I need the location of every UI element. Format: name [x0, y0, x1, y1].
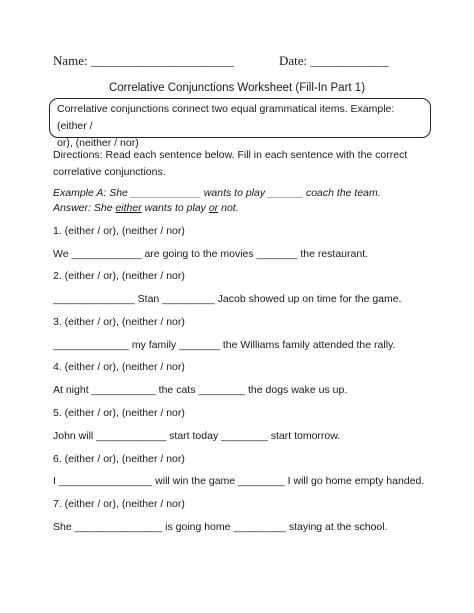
item-2-choices: 2. (either / or), (neither / nor) [53, 270, 185, 282]
answer-prefix: Answer: She [53, 202, 116, 214]
item-4-sentence: At night ___________ the cats ________ the dogs wake us up. [53, 384, 348, 396]
item-7-sentence: She _______________ is going home _________ staying at the school. [53, 521, 388, 533]
example-answer [53, 201, 381, 216]
directions-line-1: Directions: Read each sentence below. Fill in each sentence with the correct [53, 149, 408, 161]
item-1-sentence: We ____________ are going to the movies _______ the restaurant. [53, 248, 369, 260]
item-5-sentence: John will ____________ start today ________ start tomorrow. [53, 430, 341, 442]
example-sentence: Example A: She ____________ wants to play ______ coach the team. [53, 187, 381, 199]
name-field: Name: ______________________ [53, 53, 234, 68]
directions-line-2: correlative conjunctions. [53, 166, 166, 178]
date-field: Date: ____________ [279, 53, 389, 68]
intro-box [49, 98, 431, 149]
item-1-choices: 1. (either / or), (neither / nor) [53, 225, 185, 237]
answer-word-1: either [115, 202, 142, 214]
item-5-choices: 5. (either / or), (neither / nor) [53, 407, 185, 419]
answer-suffix: not. [218, 202, 239, 214]
item-3-sentence: _____________ my family _______ the Williams family attended the rally. [53, 339, 396, 351]
answer-middle: wants to play [141, 202, 209, 214]
intro-line-2: or), (neither / nor) [57, 137, 139, 149]
item-7-choices: 7. (either / or), (neither / nor) [53, 498, 185, 510]
item-6-sentence: I ________________ will win the game ________ I will go home empty handed. [53, 475, 425, 487]
item-4-choices: 4. (either / or), (neither / nor) [53, 361, 185, 373]
example [53, 186, 381, 216]
intro-line-1: Correlative conjunctions connect two equal grammatical items. Example: (either / [57, 103, 395, 132]
worksheet-title: Correlative Conjunctions Worksheet (Fill-In Part 1) [108, 82, 366, 94]
directions [53, 147, 407, 181]
answer-word-2: or [208, 202, 219, 214]
item-2-sentence: ______________ Stan _________ Jacob showed up on time for the game. [53, 293, 402, 305]
item-6-choices: 6. (either / or), (neither / nor) [53, 453, 185, 465]
item-3-choices: 3. (either / or), (neither / nor) [53, 316, 185, 328]
